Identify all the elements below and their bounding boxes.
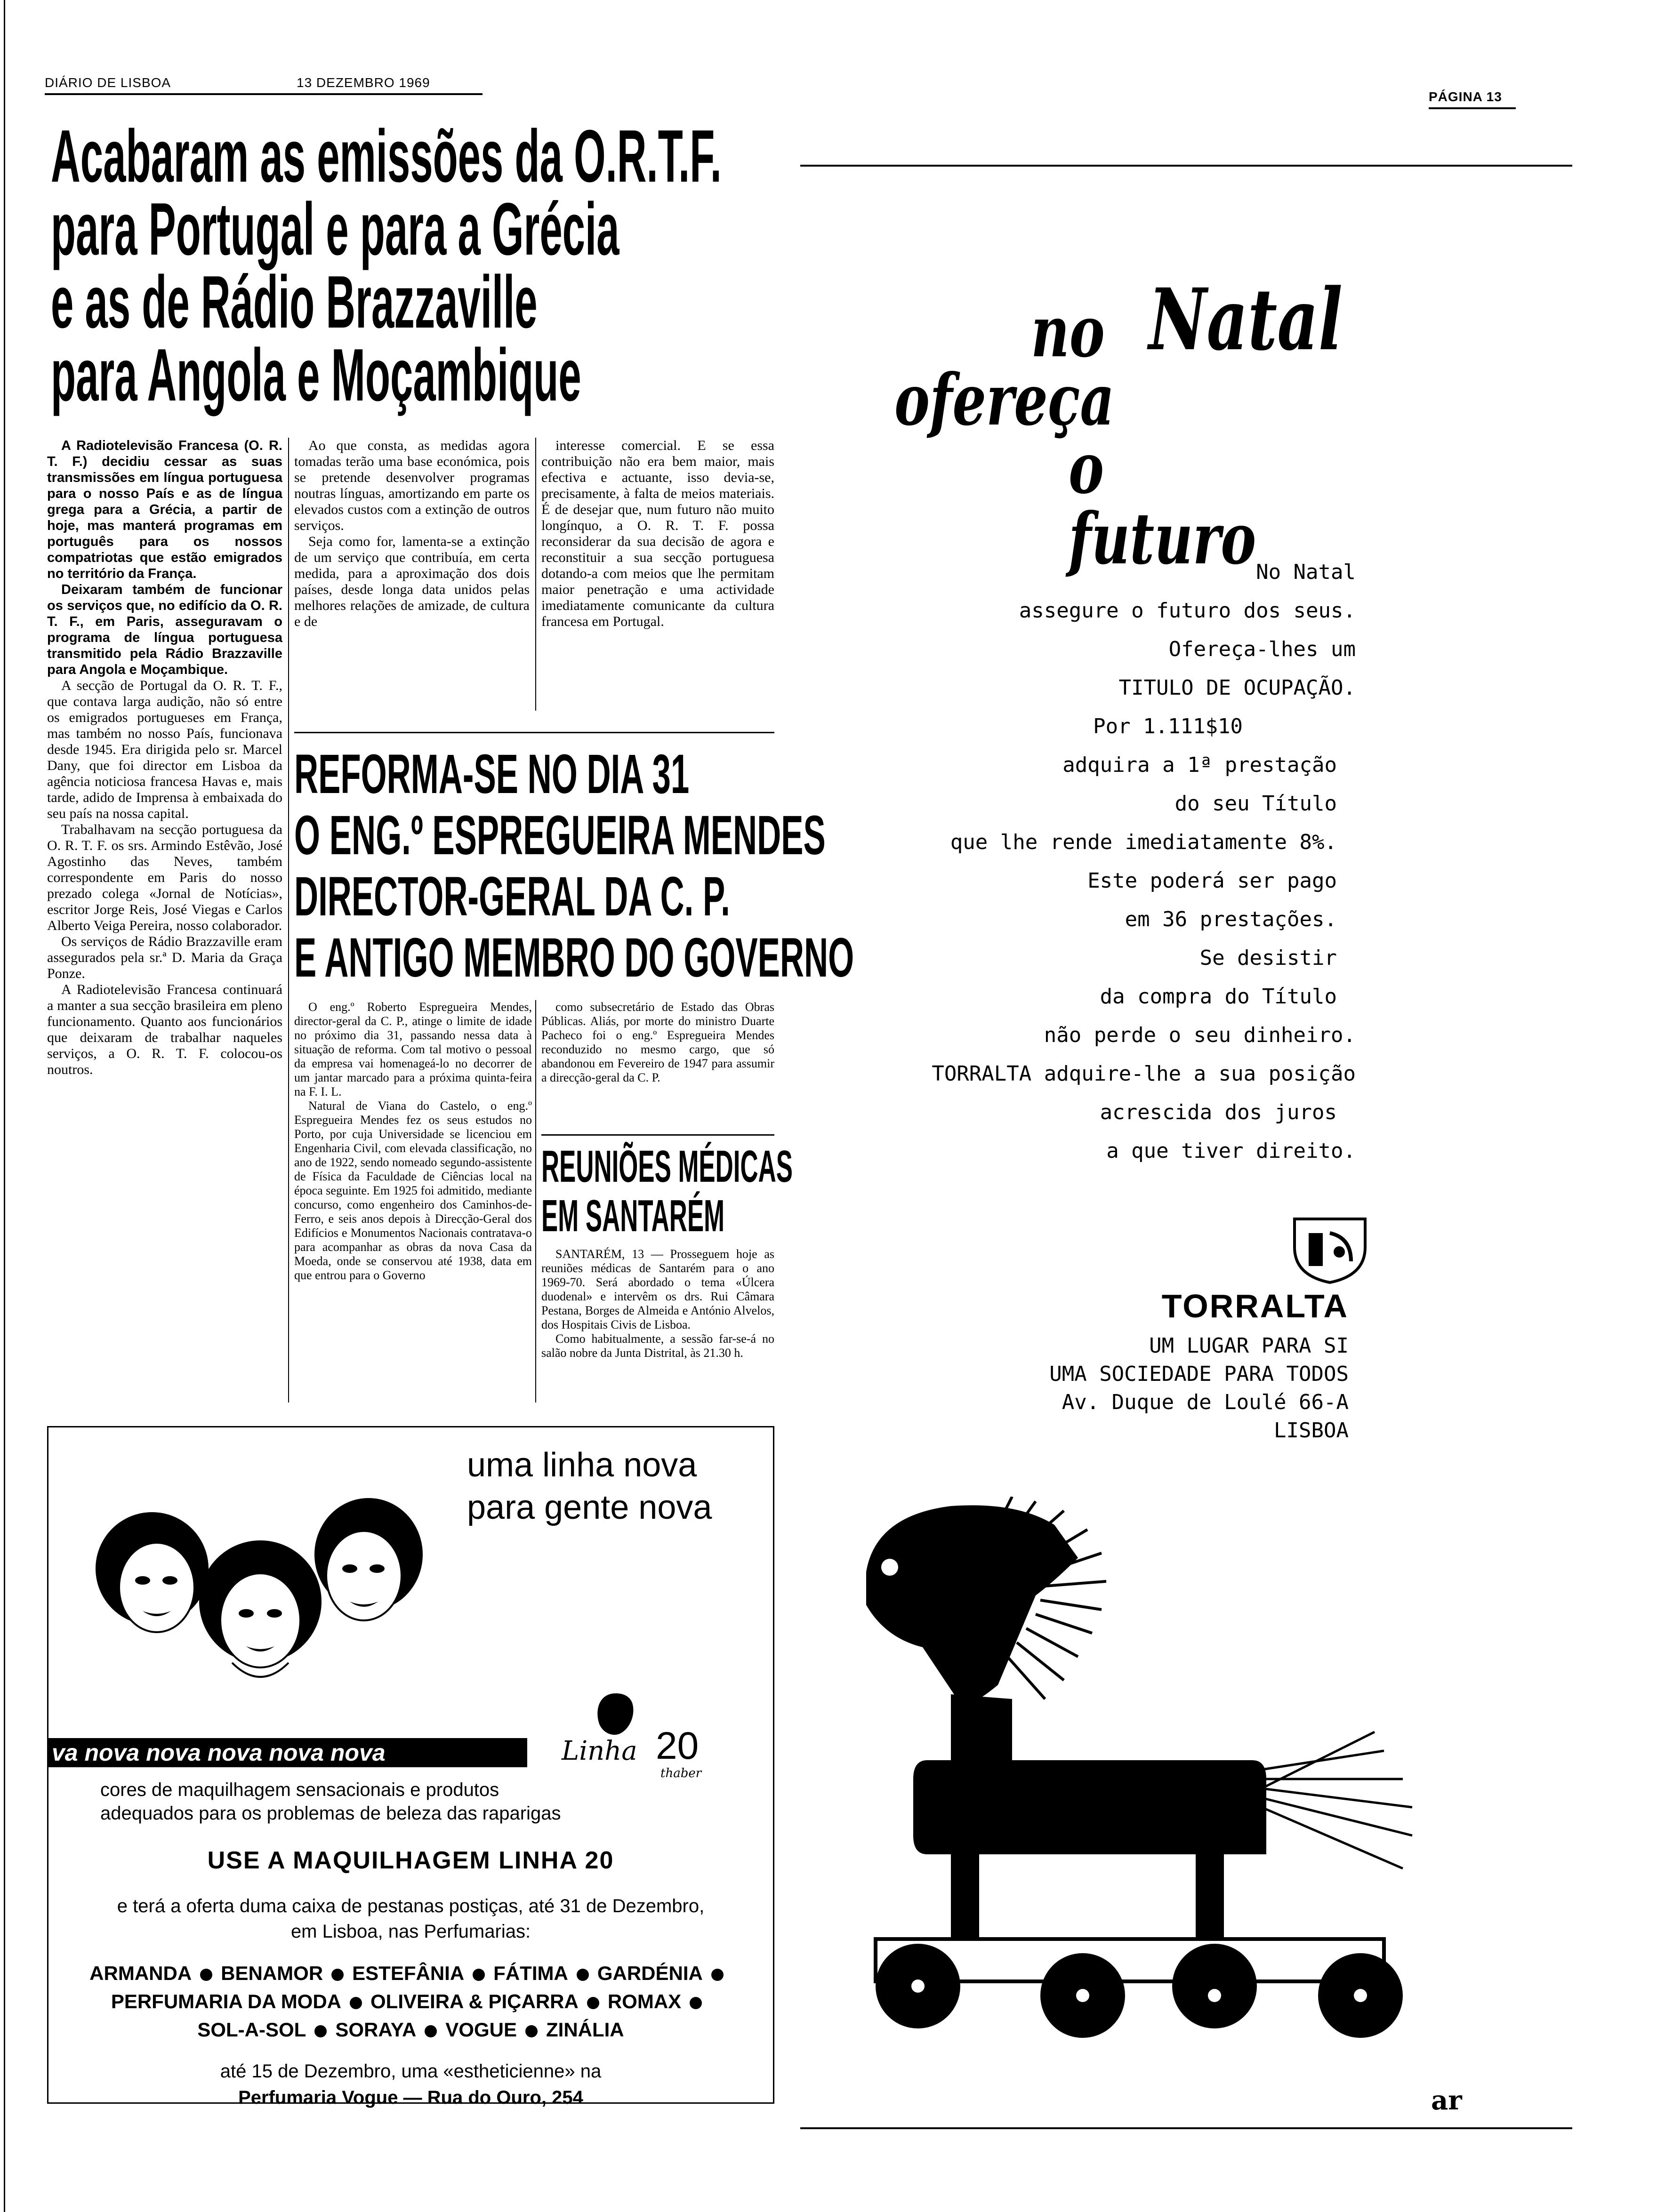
headline-line-3: DIRECTOR-GERAL DA C. P. (294, 866, 730, 928)
bullet-icon (587, 1997, 599, 2009)
paragraph: interesse comercial. E se essa contribuição não era bem maior, mais efectiva e actuante, isso devia-se, precisamente, à falta de meios materiais. É de desejar que, num futuro não muito longínquo, a O. R. T. F. possa reconsiderar da sua decisão de agora e reconstituir a sua secção portuguesa dotando-a com meios que lhe permitam maior penetração e uma actividade imediatamente comunicante da cultura francesa em Portugal. (541, 438, 774, 629)
copy-line: da compra do Título (1100, 985, 1337, 1009)
article3-headline (541, 1141, 793, 1241)
copy-line: que lhe rende imediatamente 8%. (950, 830, 1337, 854)
three-girls-illustration (86, 1493, 444, 1729)
paragraph: Natural de Viana do Castelo, o eng.º Espregueira Mendes fez os seus estudos no Porto, por cuja Universidade se licenciou em Engenharia Civil, com elevada classificação, no ano de 1922, sendo nomeado segundo-assistente de Física da Faculdade de Ciências local na época seguinte. Em 1925 foi admitido, mediante concurso, como engenheiro dos Caminhos-de-Ferro, e seis anos depois à Direcção-Geral dos Edifícios e Monumentos Nacionais contratava-o para acompanhar as obras da nova Casa da Moeda, onde se conservou até 1938, data em que entrou para o Governo (294, 1099, 532, 1282)
paragraph: Seja como for, lamenta-se a extinção de um serviço que contribuía, em certa medida, para a aproximação dos dois países, desde longa data unidos pelas melhores relações de amizade, de cultura e de (294, 534, 530, 629)
column-divider (288, 438, 289, 1403)
headline-line-2: O ENG.º ESPREGUEIRA MENDES (294, 804, 826, 866)
ad-description (100, 1778, 561, 1825)
copy-line: a que tiver direito. (1106, 1139, 1356, 1163)
headline-line-3: e as de Rádio Brazzaville (51, 261, 538, 344)
article3-body (541, 1247, 774, 1360)
ad-tagline (467, 1444, 759, 1529)
nova-banner: va nova nova nova nova nova (47, 1738, 527, 1767)
copy-line: Ofereça-lhes um (1168, 637, 1356, 661)
paragraph: Ao que consta, as medidas agora tomadas terão uma base económica, pois se pretende desenvolver programas noutras línguas, amortizando em parte os elevados custos com a extinção de outros serviços. (294, 438, 530, 533)
bullet-icon (690, 1997, 702, 2009)
headline-line-4: E ANTIGO MEMBRO DO GOVERNO (294, 927, 854, 989)
torralta-slogan (989, 1332, 1349, 1445)
bullet-icon (711, 1969, 724, 1981)
article1-headline (51, 115, 785, 420)
shop-name: BENAMOR (221, 1962, 323, 1984)
copy-line: acrescida dos juros (1100, 1100, 1337, 1124)
head-silhouette-icon (595, 1691, 637, 1738)
header-underline (45, 93, 483, 95)
torralta-brand: TORRALTA (1161, 1288, 1349, 1324)
shop-row-3 (48, 2016, 773, 2044)
headline-natal: Natal (1149, 270, 1343, 369)
copy-line: do seu Título (1174, 792, 1337, 816)
shop-name: FÁTIMA (493, 1962, 568, 1984)
paragraph: A Radiotelevisão Francesa (O. R. T. F.) decidiu cessar as suas transmissões em língua portuguesa para o nosso País e as de língua grega para a Grécia, a partir de hoje, mas manterá programas em português para os nossos compatriotas que estão emigrados no território da França. (47, 438, 282, 581)
offer-text (48, 1893, 773, 1944)
page-number-underline (1429, 107, 1516, 109)
logo-sub: thaber (660, 1766, 702, 1780)
copy-line: TITULO DE OCUPAÇÃO. (1118, 676, 1356, 700)
logo-number: 20 (656, 1724, 699, 1767)
shop-name: GARDÉNIA (597, 1962, 703, 1984)
tagline-line-1: uma linha nova (467, 1446, 697, 1484)
paragraph: A secção de Portugal da O. R. T. F., que contava larga audição, não só entre os emigrados portugueses em França, mas também no nosso País, funcionava desde 1945. Era dirigida pelo sr. Marcel Dany, que foi director em Lisboa da agência noticiosa francesa Havas e, mais tarde, adido de Imprensa à embaixada do seu país na nossa capital. (47, 678, 282, 821)
copy-line: não perde o seu dinheiro. (1044, 1023, 1356, 1047)
paragraph: SANTARÉM, 13 — Prosseguem hoje as reuniões médicas de Santarém para o ano 1969-70. Será abordado o tema «Úlcera duodenal» e intervêm os drs. Rui Câmara Pestana, Borges de Almeida e António Alvelos, dos Hospitais Civis de Lisboa. (541, 1247, 774, 1331)
call-to-action: USE A MAQUILHAGEM LINHA 20 (207, 1847, 614, 1874)
article2-column-1 (294, 1000, 532, 1282)
page-left-edge (4, 0, 5, 2212)
copy-line: adquira a 1ª prestação (1062, 753, 1337, 777)
headline-line-1: REUNIÕES MÉDICAS (541, 1141, 793, 1192)
headline-line-2: para Portugal e para a Grécia (51, 188, 619, 271)
shop-name: ESTEFÂNIA (352, 1962, 465, 1984)
page-number: PÁGINA 13 (1429, 89, 1502, 104)
copy-line: assegure o futuro dos seus. (1019, 599, 1356, 623)
shop-name: SOL-A-SOL (197, 2019, 306, 2041)
shop-row-2 (48, 1988, 773, 2016)
article2-column-2 (541, 1000, 774, 1085)
paragraph: Deixaram também de funcionar os serviços que, no edifício da O. R. T. F., em Paris, asseguravam o programa de língua portuguesa transmitido pela Rádio Brazzaville para Angola e Moçambique. (47, 582, 282, 677)
copy-line: em 36 prestações. (1125, 907, 1337, 931)
copy-line: No Natal (1256, 560, 1356, 584)
shop-name: ARMANDA (89, 1962, 192, 1984)
bullet-icon (314, 2025, 327, 2037)
linha20-logo (562, 1691, 740, 1785)
bullet-icon (350, 1997, 362, 2009)
shop-name: OLIVEIRA & PIÇARRA (370, 1990, 579, 2012)
description-line-1: cores de maquilhagem sensacionais e produtos (100, 1779, 499, 1800)
bullet-icon (425, 2025, 437, 2037)
offer-line-1: e terá a oferta duma caixa de pestanas postiças, até 31 de Dezembro, (117, 1896, 705, 1916)
shop-name: SORAYA (335, 2019, 417, 2041)
paragraph: A Radiotelevisão Francesa continuará a manter a sua secção brasileira em pleno funcionamento. Quanto aos funcionários que deixaram de trabalhar naqueles serviços, a O. R. T. F. colocou-os noutros. (47, 982, 282, 1077)
shop-name: VOGUE (445, 2019, 517, 2041)
offer-line-2: em Lisboa, nas Perfumarias: (290, 1921, 531, 1942)
bullet-icon (331, 1969, 344, 1981)
article1-column-2 (294, 438, 530, 630)
article1-column-1 (47, 438, 282, 1078)
headline-line-2: EM SANTARÉM (541, 1191, 725, 1241)
headline-line-1: REFORMA-SE NO DIA 31 (294, 743, 690, 805)
shop-row-1 (48, 1959, 773, 1988)
bullet-icon (577, 1969, 589, 1981)
ad-bottom-rule (800, 2127, 1572, 2129)
copy-line: TORRALTA adquire-lhe a sua posição (932, 1062, 1356, 1086)
bullet-icon (473, 1969, 485, 1981)
agency-mark: ar (1431, 2085, 1462, 2116)
torralta-shield-icon (1290, 1214, 1370, 1285)
address-line: Av. Duque de Loulé 66-A (1062, 1390, 1349, 1414)
article-separator (294, 732, 774, 733)
logo-script: Linha (562, 1736, 637, 1766)
toy-horse-illustration (857, 1497, 1450, 2052)
torralta-headline (894, 264, 1365, 580)
copy-line-price: Por 1.111$10 (1093, 714, 1243, 738)
issue-date: 13 DEZEMBRO 1969 (297, 75, 430, 90)
headline-line-4: para Angola e Moçambique (51, 334, 581, 417)
bullet-icon (200, 1969, 212, 1981)
bullet-icon (525, 2025, 538, 2037)
city-line: LISBOA (1274, 1419, 1349, 1443)
footer-line-1: até 15 de Dezembro, uma «estheticienne» na (220, 2061, 602, 2082)
paragraph: Como habitualmente, a sessão far-se-á no salão nobre da Junta Distrital, às 21.30 h. (541, 1332, 774, 1360)
shop-list (48, 1959, 773, 2044)
column-divider (535, 438, 536, 711)
paragraph: Trabalhavam na secção portuguesa da O. R. T. F. os srs. Armindo Estêvão, José Agostinho das Neves, também correspondente em Paris do nosso prezado colega «Jornal de Notícias», escritor Jorge Reis, José Viegas e Carlos Alberto Veiga Pereira, nosso colaborador. (47, 822, 282, 933)
paragraph: Os serviços de Rádio Brazzaville eram assegurados pela sr.ª D. Maria da Graça Ponze. (47, 934, 282, 981)
newspaper-name: DIÁRIO DE LISBOA (45, 75, 171, 90)
copy-line: Se desistir (1199, 946, 1337, 970)
headline-o-futuro: o futuro (1069, 427, 1256, 580)
headline-ofereca: ofereça (894, 359, 1115, 441)
paragraph: O eng.º Roberto Espregueira Mendes, director-geral da C. P., atinge o limite de idade no próximo dia 31, passando nessa data à situação de reforma. Com tal motivo o pessoal da empresa vai homenageá-lo no decorrer de um jantar marcado para a próxima quinta-feira na F. I. L. (294, 1000, 532, 1098)
headline-line-1: Acabaram as emissões da O.R.T.F. (51, 115, 722, 198)
torralta-copy (838, 560, 1356, 1172)
footer-line-2: Perfumaria Vogue — Rua do Ouro, 254 (238, 2087, 583, 2108)
tagline-line-2: para gente nova (467, 1489, 712, 1526)
copy-line: Este poderá ser pago (1087, 869, 1337, 893)
ad-footer (48, 2058, 773, 2111)
article2-headline (294, 743, 854, 991)
shop-name: ZINÁLIA (546, 2019, 624, 2041)
slogan-line-1: UM LUGAR PARA SI (1149, 1334, 1349, 1358)
article-separator (541, 1134, 774, 1136)
article1-column-3 (541, 438, 774, 630)
linha20-advert (47, 1426, 774, 2108)
shop-name: ROMAX (607, 1990, 682, 2012)
paragraph: como subsecretário de Estado das Obras Públicas. Aliás, por morte do ministro Duarte Pacheco foi o eng.º Espregueira Mendes reconduzido no mesmo cargo, que só abandonou em Fevereiro de 1947 para assumir a direcção-geral da C. P. (541, 1000, 774, 1084)
slogan-line-2: UMA SOCIEDADE PARA TODOS (1049, 1362, 1349, 1386)
ad-top-rule (800, 165, 1572, 167)
description-line-2: adequados para os problemas de beleza das raparigas (100, 1803, 561, 1824)
column-divider (535, 1000, 536, 1403)
headline-no: no (1031, 290, 1105, 373)
shop-name: PERFUMARIA DA MODA (111, 1990, 342, 2012)
